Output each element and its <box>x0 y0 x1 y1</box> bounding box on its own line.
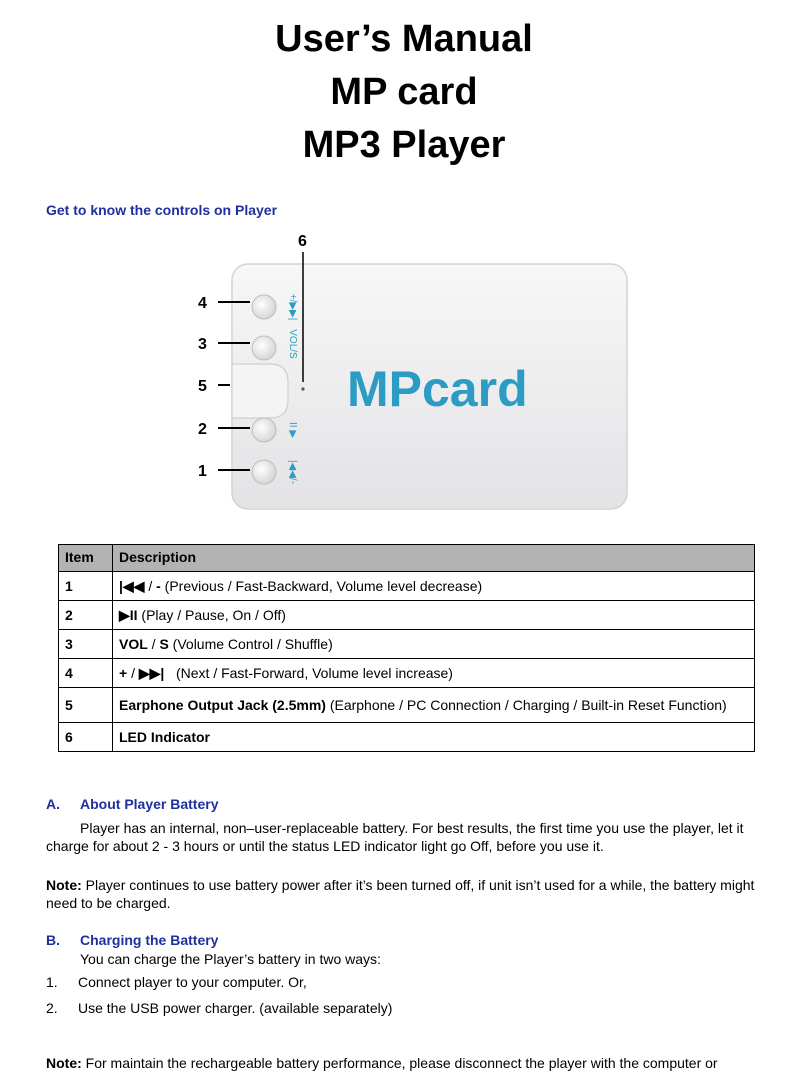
item-number: 3 <box>59 630 113 659</box>
item-description: Earphone Output Jack (2.5mm) (Earphone / PC Connection / Charging / Built-in Reset Function) <box>113 688 755 723</box>
item-description: LED Indicator <box>113 723 755 752</box>
controls-table <box>58 544 755 752</box>
brand-logo: MPcard <box>347 361 528 417</box>
play-pause-icon: ▶II <box>119 607 138 623</box>
next-mark: +/▶▶| <box>287 293 298 321</box>
header-description: Description <box>113 545 755 572</box>
section-a-heading: A. About Player Battery <box>46 796 219 812</box>
prev-mark: |◀◀/- <box>287 459 298 485</box>
controls-heading: Get to know the controls on Player <box>46 202 278 218</box>
item-number: 1 <box>59 572 113 601</box>
button-vol-shuffle <box>252 336 276 360</box>
device-figure <box>178 224 638 524</box>
section-b-note: Note: For maintain the rechargeable battery performance, please disconnect the player with the computer or <box>46 1055 718 1071</box>
play-mark: II ▶ <box>287 421 298 439</box>
item-description: |◀◀ / - (Previous / Fast-Backward, Volume level decrease) <box>113 572 755 601</box>
list-item: 2. Use the USB power charger. (available separately) <box>46 1000 393 1016</box>
section-a-paragraph: Player has an internal, non–user-replaceable battery. For best results, the first time you use the player, let it charge for about 2 - 3 hours or until the status LED indicator light go Off, before you use it. <box>46 820 744 854</box>
table-row <box>59 688 755 723</box>
button-play-pause <box>252 418 276 442</box>
table-row <box>59 723 755 752</box>
table-row <box>59 601 755 630</box>
section-b-heading: B. Charging the Battery <box>46 932 219 948</box>
item-number: 6 <box>59 723 113 752</box>
item-description: VOL / S (Volume Control / Shuffle) <box>113 630 755 659</box>
callout-6: 6 <box>298 233 307 250</box>
next-icon: ▶▶| <box>138 665 165 681</box>
callout-5: 5 <box>198 378 207 395</box>
button-next-vol-up <box>252 295 276 319</box>
header-item: Item <box>59 545 113 572</box>
vol-mark: VOL/S <box>287 329 298 359</box>
button-prev-vol-down <box>252 460 276 484</box>
section-b-intro: You can charge the Player’s battery in two ways: <box>80 951 381 967</box>
table-row <box>59 572 755 601</box>
item-description: ▶II (Play / Pause, On / Off) <box>113 601 755 630</box>
callout-4: 4 <box>198 295 207 312</box>
section-a-note: Note: Player continues to use battery power after it’s been turned off, if unit isn’t used for a while, the battery might need to be charged. <box>46 877 755 911</box>
earphone-jack <box>232 364 288 418</box>
table-row <box>59 659 755 688</box>
callout-3: 3 <box>198 336 207 353</box>
led-indicator <box>301 387 304 390</box>
list-item: 1. Connect player to your computer. Or, <box>46 974 307 990</box>
manual-title: User’s Manual <box>275 18 533 60</box>
item-number: 5 <box>59 688 113 723</box>
callout-1: 1 <box>198 463 207 480</box>
previous-icon: |◀◀ <box>119 578 145 594</box>
product-name: MP card <box>330 71 478 113</box>
table-header-row <box>59 545 755 572</box>
item-number: 2 <box>59 601 113 630</box>
item-number: 4 <box>59 659 113 688</box>
item-description: + / ▶▶| (Next / Fast-Forward, Volume level increase) <box>113 659 755 688</box>
table-row <box>59 630 755 659</box>
callout-2: 2 <box>198 421 207 438</box>
product-type: MP3 Player <box>302 124 506 166</box>
